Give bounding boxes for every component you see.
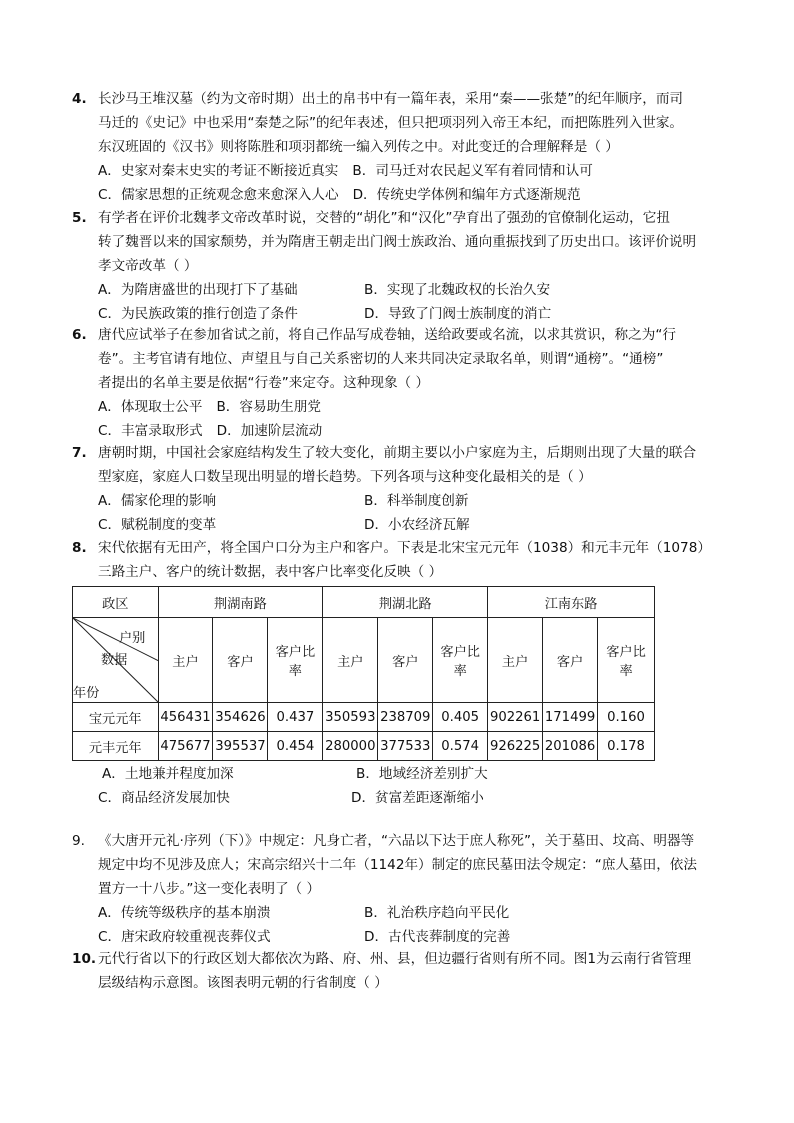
table-cell: 350593 [323,703,378,732]
stem-line: 转了魏晋以来的国家颓势，并为隋唐王朝走出门阀士族政治、通向重振找到了历史出口。该评价说明 [98,234,697,250]
region-name: 荆湖北路 [323,587,488,618]
stem-line: 规定中均不见涉及庶人；宋高宗绍兴十二年（1142年）制定的庶民墓田法令规定：“庶人墓田，依法 [98,857,697,873]
option-b[interactable]: B．地域经济差别扩大 [356,766,488,782]
question-6 [72,323,722,443]
region-header: 政区 [73,587,159,618]
col-header-guest-ratio: 客户比 率 [433,618,488,703]
stem-line: 元代行省以下的行政区划大都依次为路、府、州、县，但边疆行省则有所不同。图1为云南行省管理 [98,951,692,967]
question-9 [72,829,722,949]
diagonal-header-cell [73,618,159,703]
question-number: 5. [72,210,87,226]
stem-line: 者提出的名单主要是依据“行卷”来定夺。这种现象（ ） [98,375,430,391]
option-d[interactable]: D．传统史学体例和编年方式逐渐规范 [352,187,581,203]
question-number: 7. [72,445,87,461]
col-header-guest-household: 客户 [543,618,598,703]
question-number: 9. [72,833,85,849]
question-5 [72,206,722,326]
question-8-options [72,762,722,810]
option-d[interactable]: D．小农经济瓦解 [364,517,470,533]
table-cell: 0.178 [598,732,655,761]
option-c[interactable]: C．为民族政策的推行创造了条件 [98,306,298,322]
row-year: 宝元元年 [73,703,159,732]
option-b[interactable]: B．礼治秩序趋向平民化 [364,905,510,921]
stem-line: 孝文帝改革（ ） [98,258,198,274]
col-header-main-household: 主户 [158,618,213,703]
diag-label-data: 数据 [101,653,128,668]
col-header-guest-household: 客户 [213,618,268,703]
stem-line: 唐朝时期，中国社会家庭结构发生了较大变化，前期主要以小户家庭为主，后期则出现了大量的联合 [98,445,697,461]
question-10 [72,947,722,995]
table-cell: 280000 [323,732,378,761]
stem-line: 《大唐开元礼·序列（下）》中规定：凡身亡者，“六品以下达于庶人称死”，关于墓田、坟高、明器等 [98,833,695,849]
col-header-guest-ratio: 客户比 率 [598,618,655,703]
option-c[interactable]: C．唐宋政府较重视丧葬仪式 [98,929,271,945]
option-b[interactable]: B．实现了北魏政权的长治久安 [364,282,551,298]
stem-line: 卷”。主考官请有地位、声望且与自己关系密切的人来共同决定录取名单，则谓“通榜”。“通榜” [98,351,664,367]
question-8 [72,536,722,584]
option-a[interactable]: A．儒家伦理的影响 [98,493,217,509]
table-cell: 354626 [213,703,268,732]
table-cell: 171499 [543,703,598,732]
option-a[interactable]: A．传统等级秩序的基本崩溃 [98,905,271,921]
option-c[interactable]: C．商品经济发展加快 [98,790,230,806]
table-cell: 395537 [213,732,268,761]
option-a[interactable]: A．史家对秦末史实的考证不断接近真实 [98,163,339,179]
table-row [73,732,655,761]
option-c[interactable]: C．儒家思想的正统观念愈来愈深入人心 [98,187,339,203]
stem-line: 唐代应试举子在参加省试之前，将自己作品写成卷轴，送给政要或名流，以求其赏识，称之为“行 [98,327,676,343]
table-cell: 0.574 [433,732,488,761]
table-cell: 0.437 [268,703,323,732]
table-cell: 0.160 [598,703,655,732]
region-name: 荆湖南路 [158,587,323,618]
option-b[interactable]: B．容易助生朋党 [216,399,321,415]
col-header-guest-ratio: 客户比 率 [268,618,323,703]
stem-line: 东汉班固的《汉书》则将陈胜和项羽都统一编入列传之中。对此变迁的合理解释是（ ） [98,139,619,155]
region-name: 江南东路 [488,587,655,618]
option-a[interactable]: A．土地兼并程度加深 [102,766,234,782]
option-d[interactable]: D．古代丧葬制度的完善 [364,929,511,945]
table-cell: 201086 [543,732,598,761]
option-a[interactable]: A．体现取士公平 [98,399,203,415]
question-number: 6. [72,327,87,343]
household-statistics-table [72,586,655,761]
diag-label-year: 年份 [73,686,100,701]
table-cell: 456431 [158,703,213,732]
stem-line: 有学者在评价北魏孝文帝改革时说，交替的“胡化”和“汉化”孕育出了强劲的官僚制化运动，它扭 [98,210,670,226]
stem-line: 型家庭，家庭人口数呈现出明显的增长趋势。下列各项与这种变化最相关的是（ ） [98,469,592,485]
table-cell: 902261 [488,703,543,732]
table-cell: 475677 [158,732,213,761]
stem-line: 三路主户、客户的统计数据，表中客户比率变化反映（ ） [98,564,443,580]
stem-line: 层级结构示意图。该图表明元朝的行省制度（ ） [98,975,388,991]
option-d[interactable]: D．导致了门阀士族制度的消亡 [364,306,552,322]
table-cell: 0.405 [433,703,488,732]
stem-line: 马迁的《史记》中也采用“秦楚之际”的纪年表述，但只把项羽列入帝王本纪，而把陈胜列入世家。 [98,115,684,131]
option-b[interactable]: B．科举制度创新 [364,493,469,509]
option-b[interactable]: B．司马迁对农民起义军有着同情和认可 [352,163,593,179]
table-cell: 377533 [378,732,433,761]
table-cell: 0.454 [268,732,323,761]
question-4 [72,87,722,207]
table-row [73,703,655,732]
question-7 [72,441,722,537]
stem-line: 置方一十八步。”这一变化表明了（ ） [98,881,321,897]
col-header-main-household: 主户 [323,618,378,703]
table-cell: 926225 [488,732,543,761]
row-year: 元丰元年 [73,732,159,761]
col-header-guest-household: 客户 [378,618,433,703]
stem-line: 宋代依据有无田产，将全国户口分为主户和客户。下表是北宋宝元元年（1038）和元丰元年（1078） [98,540,711,556]
question-number: 8. [72,540,87,556]
stem-line: 长沙马王堆汉墓（约为文帝时期）出土的帛书中有一篇年表，采用“秦——张楚”的纪年顺序，而司 [98,91,684,107]
diag-label-household-type: 户别 [119,631,146,646]
question-number: 10. [72,951,97,967]
question-number: 4. [72,91,87,107]
option-c[interactable]: C．赋税制度的变革 [98,517,217,533]
table-cell: 238709 [378,703,433,732]
col-header-main-household: 主户 [488,618,543,703]
option-a[interactable]: A．为隋唐盛世的出现打下了基础 [98,282,298,298]
option-d[interactable]: D．加速阶层流动 [216,423,323,439]
option-d[interactable]: D．贫富差距逐渐缩小 [351,790,484,806]
option-c[interactable]: C．丰富录取形式 [98,423,203,439]
